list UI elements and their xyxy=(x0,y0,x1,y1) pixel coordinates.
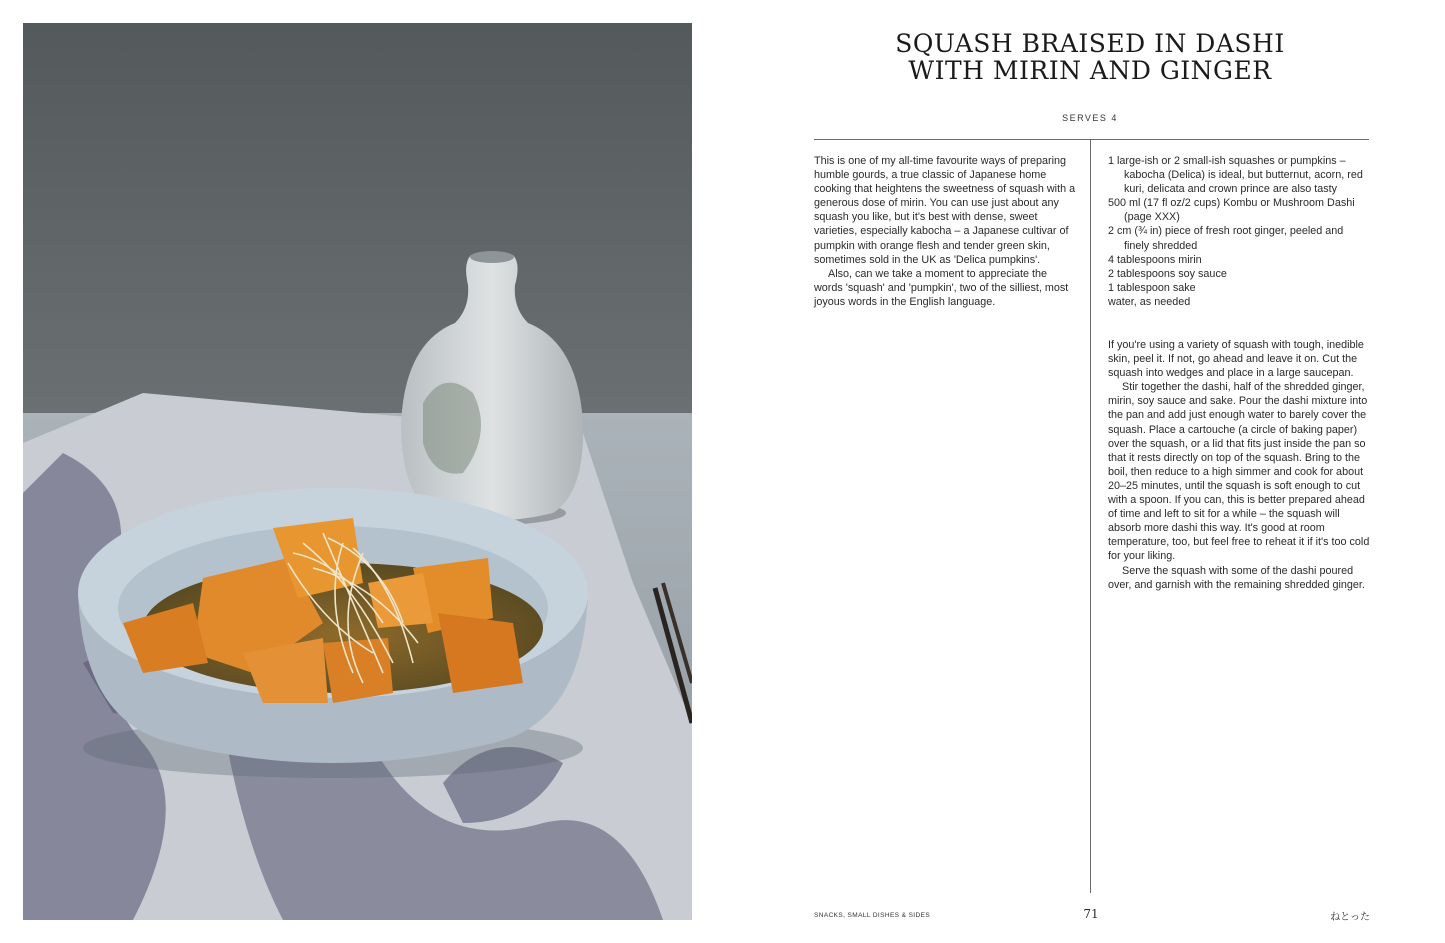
ingredients-list xyxy=(1108,154,1370,309)
intro-paragraph: Also, can we take a moment to appreciate the words 'squash' and 'pumpkin', two of the silliest, most joyous words in the English language. xyxy=(814,267,1069,308)
ingredient-item: water, as needed xyxy=(1108,295,1191,308)
method-paragraph: Serve the squash with some of the dashi poured over, and garnish with the remaining shredded ginger. xyxy=(1108,564,1365,591)
recipe-photo xyxy=(23,23,692,920)
ingredient-item: 2 cm (¾ in) piece of fresh root ginger, peeled and finely shredded xyxy=(1108,225,1344,252)
column-divider xyxy=(1090,140,1091,893)
backdrop-wall xyxy=(23,23,692,443)
method-paragraph: If you're using a variety of squash with tough, inedible skin, peel it. If not, go ahead and leave it on. Cut the squash into wedges and place in a large saucepan. xyxy=(1108,339,1364,380)
horizontal-divider xyxy=(814,139,1369,140)
ingredient-item: 2 tablespoons soy sauce xyxy=(1108,267,1227,280)
japanese-footer: ねとった xyxy=(1330,912,1370,923)
page-number: 71 xyxy=(1083,907,1099,921)
ingredient-item: 4 tablespoons mirin xyxy=(1108,253,1202,266)
recipe-title xyxy=(820,30,1360,84)
recipe-intro xyxy=(814,154,1076,309)
ingredient-item: 1 large-ish or 2 small-ish squashes or pumpkins – kabocha (Delica) is ideal, but butternut, acorn, red kuri, delicata and crown prince are also tasty xyxy=(1108,155,1363,196)
method-paragraph: Stir together the dashi, half of the shredded ginger, mirin, soy sauce and sake. Pour the dashi mixture into the pan and add just enough water to barely cover the squash. Place a cartouche (a circle of baking paper) over the squash, or a lid that fits just inside the pan so that it rests directly on top of the squash. Bring to the boil, then reduce to a high simmer and cook for about 20–25 minutes, until the squash is soft enough to cut with a spoon. If you can, this is better prepared ahead of time and left to sit for a while – the squash will absorb more dashi this way. It's good at room temperature, too, but feel free to reheat it if it's too cold for your liking. xyxy=(1108,381,1370,563)
intro-paragraph: This is one of my all-time favourite ways of preparing humble gourds, a true classic of Japanese home cooking that heightens the sweetness of squash with a generous dose of mirin. You can use just about any squash you like, but it's best with dense, sweet varieties, especially kabocha – a Japanese cultivar of pumpkin with orange flesh and tender green skin, sometimes sold in the UK as 'Delica pumpkins'. xyxy=(814,155,1076,266)
serves-label: SERVES 4 xyxy=(1062,113,1118,123)
ingredient-item: 500 ml (17 fl oz/2 cups) Kombu or Mushroom Dashi (page XXX) xyxy=(1108,197,1355,224)
recipe-method xyxy=(1108,338,1370,592)
ingredient-item: 1 tablespoon sake xyxy=(1108,281,1196,294)
recipe-title-line: WITH MIRIN AND GINGER xyxy=(908,56,1272,85)
section-footer: SNACKS, SMALL DISHES & SIDES xyxy=(814,912,931,919)
squash-dish-illustration xyxy=(23,23,692,920)
recipe-title-line: SQUASH BRAISED IN DASHI xyxy=(895,29,1285,58)
